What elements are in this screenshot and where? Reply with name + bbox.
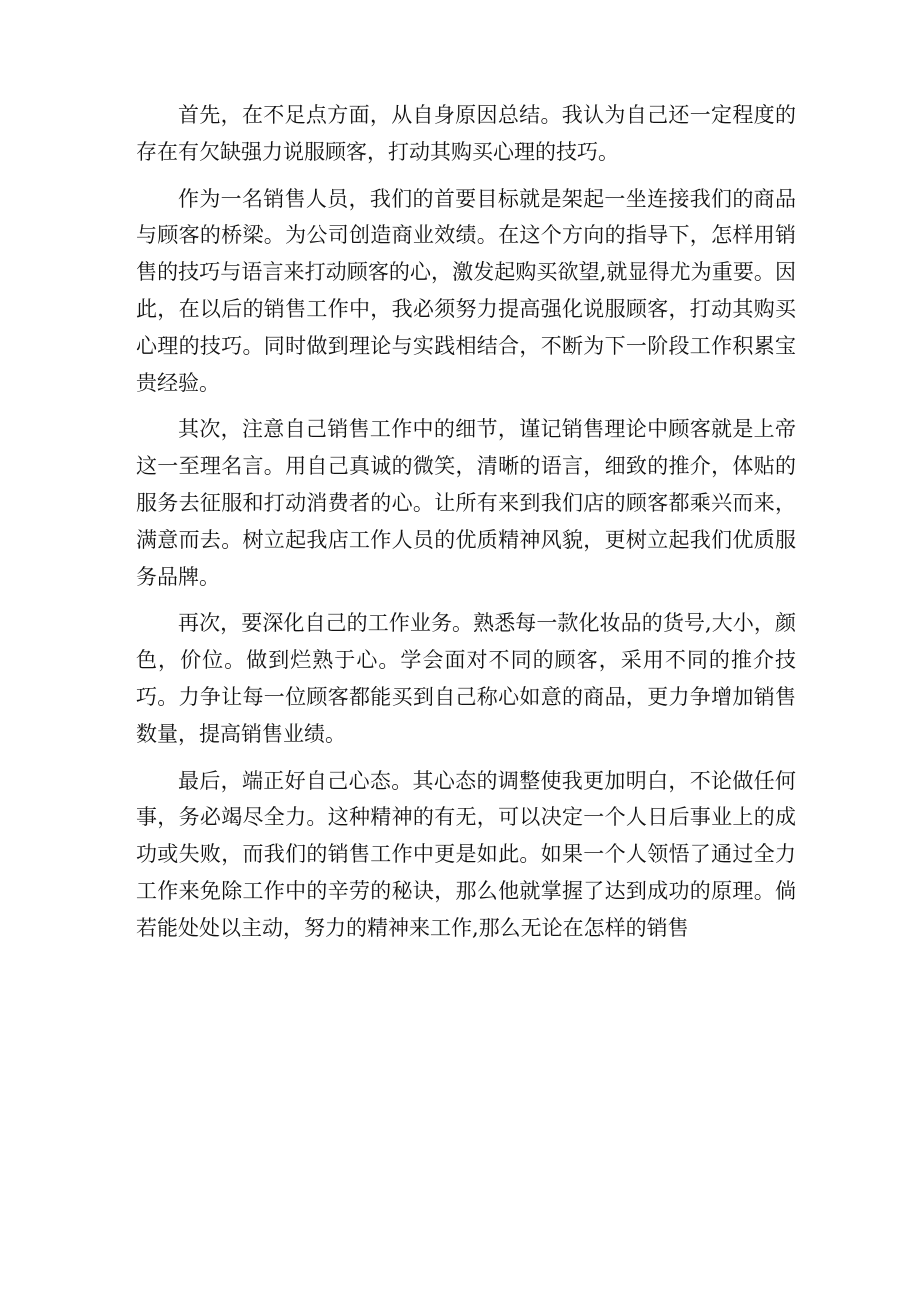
- paragraph-sales-goal: 作为一名销售人员，我们的首要目标就是架起一坐连接我们的商品与顾客的桥梁。为公司创造商业效绩。在这个方向的指导下，怎样用销售的技巧与语言来打动顾客的心，激发起购买欲望,就显得尤为重要。因此，在以后的销售工作中，我必须努力提高强化说服顾客，打动其购买心理的技巧。同时做到理论与实践相结合，不断为下一阶段工作积累宝贵经验。: [136, 186, 796, 395]
- paragraph-mindset: 最后，端正好自己心态。其心态的调整使我更加明白，不论做任何事，务必竭尽全力。这种精神的有无，可以决定一个人日后事业上的成功或失败，而我们的销售工作中更是如此。如果一个人领悟了通过全力工作来免除工作中的辛劳的秘诀，那么他就掌握了达到成功的原理。倘若能处处以主动，努力的精神来工作,那么无论在怎样的销售: [136, 768, 796, 940]
- paragraph-business-knowledge: 再次，要深化自己的工作业务。熟悉每一款化妆品的货号,大小，颜色，价位。做到烂熟于心。学会面对不同的顾客，采用不同的推介技巧。力争让每一位顾客都能买到自己称心如意的商品，更力争增加销售数量，提高销售业绩。: [136, 611, 796, 746]
- paragraph-shortcomings: 首先，在不足点方面，从自身原因总结。我认为自己还一定程度的存在有欠缺强力说服顾客，打动其购买心理的技巧。: [136, 103, 796, 164]
- paragraph-details: 其次，注意自己销售工作中的细节，谨记销售理论中顾客就是上帝这一至理名言。用自己真诚的微笑，清晰的语言，细致的推介，体贴的服务去征服和打动消费者的心。让所有来到我们店的顾客都乘兴而来，满意而去。树立起我店工作人员的优质精神风貌，更树立起我们优质服务品牌。: [136, 417, 796, 589]
- document-body: [136, 97, 796, 957]
